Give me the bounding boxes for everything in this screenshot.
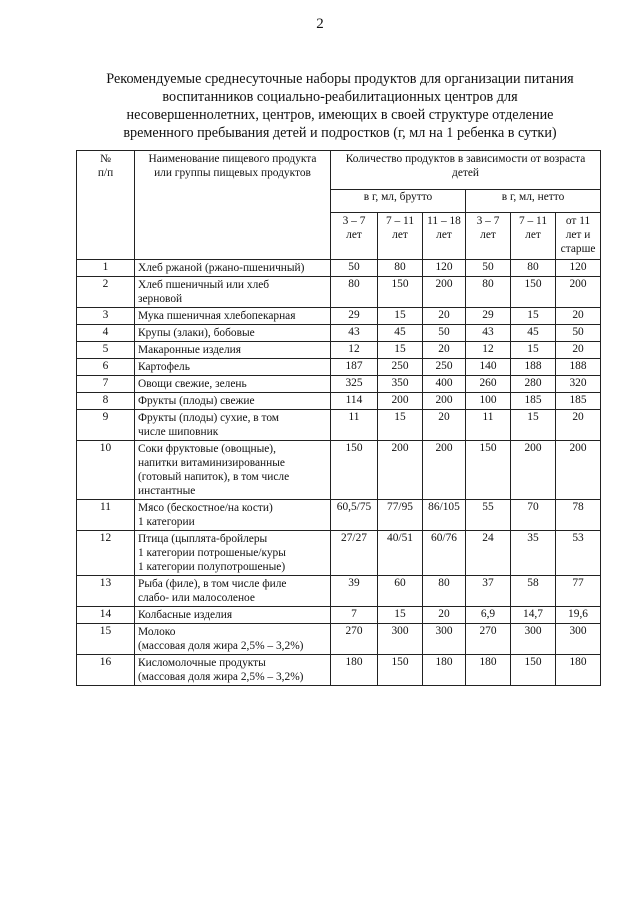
quantity-value: 50	[423, 325, 466, 342]
quantity-value: 7	[331, 607, 378, 624]
product-name	[135, 325, 331, 342]
product-name	[135, 393, 331, 410]
quantity-value: 140	[466, 359, 511, 376]
quantity-value: 58	[511, 576, 556, 607]
quantity-value: 200	[423, 393, 466, 410]
row-number: 7	[77, 376, 135, 393]
table-row	[77, 607, 601, 624]
quantity-value: 78	[556, 500, 601, 531]
quantity-value: 80	[423, 576, 466, 607]
table-row	[77, 342, 601, 359]
table-row	[77, 655, 601, 686]
row-number: 1	[77, 260, 135, 277]
product-name-line: слабо- или малосоленое	[138, 592, 255, 604]
quantity-value: 150	[378, 655, 423, 686]
quantity-value: 11	[331, 410, 378, 441]
table-row	[77, 441, 601, 500]
quantity-value: 15	[511, 410, 556, 441]
header-age-3	[423, 213, 466, 260]
quantity-value: 280	[511, 376, 556, 393]
table-row	[77, 376, 601, 393]
quantity-value: 300	[556, 624, 601, 655]
product-name	[135, 576, 331, 607]
quantity-value: 400	[423, 376, 466, 393]
header-netto: в г, мл, нетто	[466, 190, 601, 213]
header-age-line: 11 – 18	[427, 215, 461, 227]
quantity-value: 200	[556, 277, 601, 308]
quantity-value: 250	[378, 359, 423, 376]
product-name-line: Мука пшеничная хлебопекарная	[138, 310, 296, 322]
quantity-value: 300	[378, 624, 423, 655]
product-name	[135, 260, 331, 277]
quantity-value: 80	[466, 277, 511, 308]
quantity-value: 188	[511, 359, 556, 376]
table-row	[77, 359, 601, 376]
quantity-value: 37	[466, 576, 511, 607]
quantity-value: 180	[331, 655, 378, 686]
quantity-value: 185	[556, 393, 601, 410]
quantity-value: 80	[378, 260, 423, 277]
header-number-line: п/п	[97, 167, 114, 179]
table-row	[77, 308, 601, 325]
quantity-value: 14,7	[511, 607, 556, 624]
quantity-value: 15	[378, 607, 423, 624]
quantity-value: 15	[378, 410, 423, 441]
header-age-line: старше	[560, 243, 596, 255]
quantity-value: 120	[423, 260, 466, 277]
table-row	[77, 576, 601, 607]
product-name	[135, 500, 331, 531]
quantity-value: 150	[511, 277, 556, 308]
quantity-value: 12	[331, 342, 378, 359]
quantity-value: 325	[331, 376, 378, 393]
product-name-line: числе шиповник	[138, 426, 219, 438]
quantity-value: 20	[556, 308, 601, 325]
quantity-value: 188	[556, 359, 601, 376]
table-row	[77, 393, 601, 410]
quantity-value: 185	[511, 393, 556, 410]
quantity-value: 86/105	[423, 500, 466, 531]
table-row	[77, 260, 601, 277]
product-name	[135, 607, 331, 624]
quantity-value: 320	[556, 376, 601, 393]
quantity-value: 45	[511, 325, 556, 342]
header-age-line: лет и	[565, 229, 591, 241]
product-name	[135, 655, 331, 686]
row-number: 9	[77, 410, 135, 441]
quantity-value: 60/76	[423, 531, 466, 576]
quantity-value: 200	[556, 441, 601, 500]
quantity-value: 180	[466, 655, 511, 686]
product-name-line: Рыба (филе), в том числе филе	[138, 578, 287, 590]
row-number: 5	[77, 342, 135, 359]
row-number: 13	[77, 576, 135, 607]
product-name-line: Хлеб ржаной (ржано-пшеничный)	[138, 262, 305, 274]
table-row	[77, 624, 601, 655]
header-name-line: Наименование пищевого продукта	[148, 153, 317, 165]
product-name-line: инстантные	[138, 485, 196, 497]
quantity-value: 200	[511, 441, 556, 500]
header-age-line: лет	[346, 229, 362, 241]
quantity-value: 15	[378, 308, 423, 325]
product-name-line: Мясо (бескостное/на кости)	[138, 502, 273, 514]
product-name-line: Фрукты (плоды) сухие, в том	[138, 412, 280, 424]
table-body	[77, 260, 601, 686]
product-name-line: Хлеб пшеничный или хлеб	[138, 279, 270, 291]
quantity-value: 20	[423, 410, 466, 441]
quantity-value: 11	[466, 410, 511, 441]
quantity-value: 15	[378, 342, 423, 359]
product-name-line: Картофель	[138, 361, 190, 373]
header-product-name	[135, 151, 331, 260]
product-name-line: Фрукты (плоды) свежие	[138, 395, 255, 407]
quantity-value: 260	[466, 376, 511, 393]
table-row	[77, 531, 601, 576]
quantity-value: 270	[331, 624, 378, 655]
product-ration-table	[76, 150, 601, 686]
quantity-value: 180	[556, 655, 601, 686]
row-number: 3	[77, 308, 135, 325]
row-number: 12	[77, 531, 135, 576]
product-name-line: Макаронные изделия	[138, 344, 241, 356]
title-line: несовершеннолетних, центров, имеющих в своей структуре отделение	[126, 107, 554, 123]
row-number: 14	[77, 607, 135, 624]
quantity-value: 50	[466, 260, 511, 277]
row-number: 10	[77, 441, 135, 500]
quantity-value: 270	[466, 624, 511, 655]
product-name	[135, 342, 331, 359]
quantity-value: 80	[511, 260, 556, 277]
quantity-value: 50	[331, 260, 378, 277]
quantity-value: 77/95	[378, 500, 423, 531]
quantity-value: 29	[331, 308, 378, 325]
quantity-value: 300	[423, 624, 466, 655]
product-name	[135, 359, 331, 376]
quantity-value: 19,6	[556, 607, 601, 624]
quantity-value: 77	[556, 576, 601, 607]
product-name	[135, 277, 331, 308]
quantity-value: 24	[466, 531, 511, 576]
product-name-line: Крупы (злаки), бобовые	[138, 327, 255, 339]
quantity-value: 20	[556, 342, 601, 359]
product-name-line: Молоко	[138, 626, 176, 638]
header-age-line: лет	[392, 229, 408, 241]
product-name	[135, 531, 331, 576]
quantity-value: 180	[423, 655, 466, 686]
quantity-value: 150	[331, 441, 378, 500]
product-name	[135, 410, 331, 441]
quantity-value: 27/27	[331, 531, 378, 576]
quantity-value: 55	[466, 500, 511, 531]
header-age-1	[331, 213, 378, 260]
quantity-value: 200	[423, 441, 466, 500]
product-name-line: 1 категории	[138, 516, 195, 528]
header-age-line: 7 – 11	[385, 215, 415, 227]
header-age-line: 7 – 11	[518, 215, 548, 227]
header-number	[77, 151, 135, 260]
header-quantity-group: Количество продуктов в зависимости от возраста детей	[331, 151, 601, 190]
document-title	[90, 70, 590, 142]
header-age-line: 3 – 7	[476, 215, 500, 227]
header-age-line: от 11	[565, 215, 591, 227]
header-age-line: лет	[436, 229, 452, 241]
table-row	[77, 277, 601, 308]
product-name-line: (массовая доля жира 2,5% – 3,2%)	[138, 640, 304, 652]
row-number: 6	[77, 359, 135, 376]
quantity-value: 12	[466, 342, 511, 359]
product-name-line: (массовая доля жира 2,5% – 3,2%)	[138, 671, 304, 683]
quantity-value: 6,9	[466, 607, 511, 624]
quantity-value: 60,5/75	[331, 500, 378, 531]
quantity-value: 15	[511, 342, 556, 359]
product-name	[135, 376, 331, 393]
header-age-line: лет	[480, 229, 496, 241]
product-name-line: 1 категории потрошеные/куры	[138, 547, 286, 559]
table-header	[77, 151, 601, 260]
product-name-line: напитки витаминизированные	[138, 457, 285, 469]
product-name	[135, 441, 331, 500]
quantity-value: 250	[423, 359, 466, 376]
quantity-value: 45	[378, 325, 423, 342]
row-number: 8	[77, 393, 135, 410]
header-brutto: в г, мл, брутто	[331, 190, 466, 213]
row-number: 15	[77, 624, 135, 655]
row-number: 2	[77, 277, 135, 308]
product-name-line: Соки фруктовые (овощные),	[138, 443, 276, 455]
quantity-value: 70	[511, 500, 556, 531]
title-line: воспитанников социально-реабилитационных центров для	[162, 89, 518, 105]
quantity-value: 187	[331, 359, 378, 376]
row-number: 4	[77, 325, 135, 342]
quantity-value: 150	[378, 277, 423, 308]
title-line: Рекомендуемые среднесуточные наборы продуктов для организации питания	[106, 71, 574, 87]
quantity-value: 20	[423, 308, 466, 325]
product-name-line: Кисломолочные продукты	[138, 657, 266, 669]
quantity-value: 43	[466, 325, 511, 342]
header-name-line: или группы пищевых продуктов	[154, 167, 311, 179]
table-row	[77, 500, 601, 531]
product-name-line: 1 категории полупотрошеные)	[138, 561, 286, 573]
product-name-line: зерновой	[138, 293, 183, 305]
quantity-value: 15	[511, 308, 556, 325]
quantity-value: 20	[423, 342, 466, 359]
product-name-line: Овощи свежие, зелень	[138, 378, 247, 390]
quantity-value: 300	[511, 624, 556, 655]
quantity-value: 200	[378, 441, 423, 500]
row-number: 16	[77, 655, 135, 686]
quantity-value: 80	[331, 277, 378, 308]
product-name-line: Колбасные изделия	[138, 609, 233, 621]
quantity-value: 114	[331, 393, 378, 410]
product-name-line: Птица (цыплята-бройлеры	[138, 533, 268, 545]
product-name	[135, 308, 331, 325]
header-age-5	[511, 213, 556, 260]
header-age-6	[556, 213, 601, 260]
quantity-value: 120	[556, 260, 601, 277]
header-number-line: №	[100, 153, 111, 165]
quantity-value: 60	[378, 576, 423, 607]
product-name	[135, 624, 331, 655]
quantity-value: 150	[466, 441, 511, 500]
quantity-value: 200	[423, 277, 466, 308]
title-line: временного пребывания детей и подростков (г, мл на 1 ребенка в сутки)	[123, 125, 557, 141]
table-row	[77, 410, 601, 441]
quantity-value: 43	[331, 325, 378, 342]
quantity-value: 40/51	[378, 531, 423, 576]
quantity-value: 20	[556, 410, 601, 441]
quantity-value: 50	[556, 325, 601, 342]
page-number: 2	[316, 16, 324, 32]
quantity-value: 100	[466, 393, 511, 410]
product-name-line: (готовый напиток), в том числе	[138, 471, 290, 483]
quantity-value: 39	[331, 576, 378, 607]
table-row	[77, 325, 601, 342]
quantity-value: 200	[378, 393, 423, 410]
quantity-value: 150	[511, 655, 556, 686]
quantity-value: 35	[511, 531, 556, 576]
header-age-2	[378, 213, 423, 260]
quantity-value: 350	[378, 376, 423, 393]
quantity-value: 53	[556, 531, 601, 576]
quantity-value: 20	[423, 607, 466, 624]
header-age-line: лет	[525, 229, 541, 241]
header-age-line: 3 – 7	[342, 215, 366, 227]
row-number: 11	[77, 500, 135, 531]
quantity-value: 29	[466, 308, 511, 325]
header-age-4	[466, 213, 511, 260]
